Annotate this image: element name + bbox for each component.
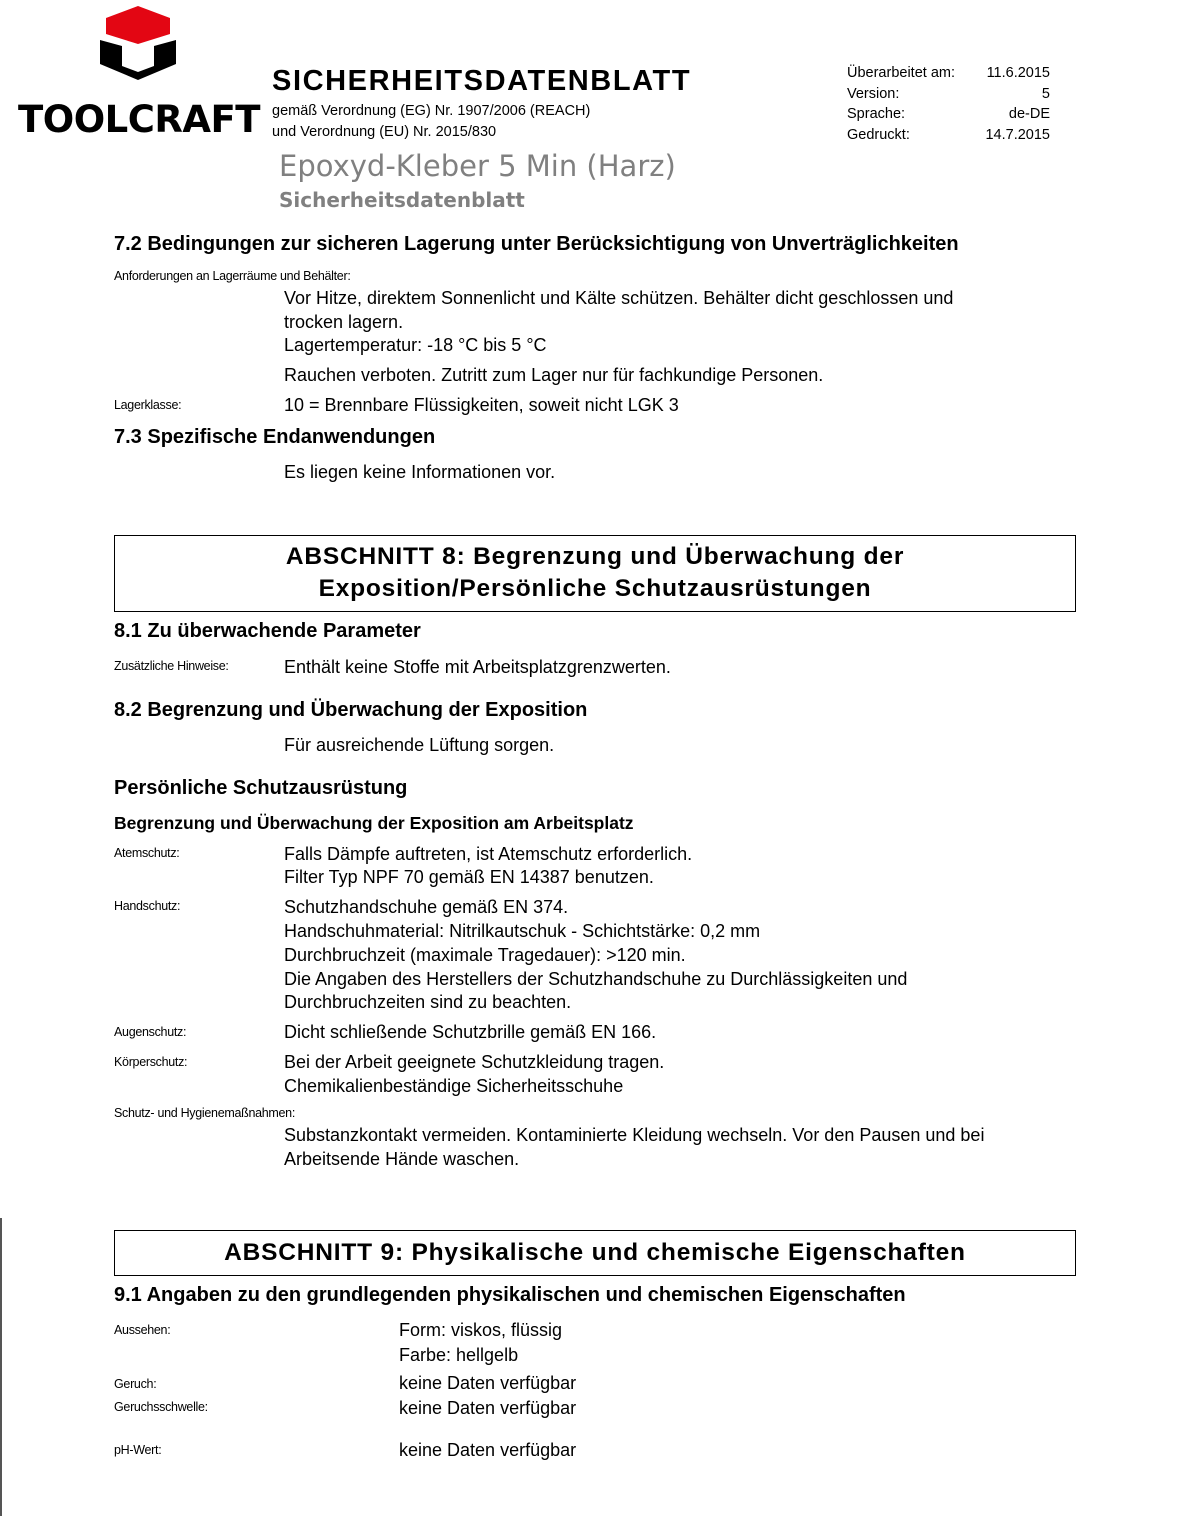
hygiene-line: Arbeitsende Hände waschen. (284, 1149, 520, 1169)
body-line: Bei der Arbeit geeignete Schutzkleidung tragen. (284, 1052, 665, 1072)
label-additional-notes: Zusätzliche Hinweise: (114, 659, 229, 673)
meta-value-revised: 11.6.2015 (986, 65, 1050, 81)
storage-class-value: 10 = Brennbare Flüssigkeiten, soweit nicht LGK 3 (284, 395, 679, 415)
label-odor: Geruch: (114, 1377, 157, 1391)
label-eye: Augenschutz: (114, 1025, 187, 1039)
heading-7-3: 7.3 Spezifische Endanwendungen (114, 426, 436, 448)
storage-line: Lagertemperatur: -18 °C bis 5 °C (284, 335, 547, 355)
toolcraft-logo-icon (100, 6, 176, 80)
meta-value-language: de-DE (1008, 106, 1050, 122)
odor-threshold-value: keine Daten verfügbar (399, 1398, 577, 1418)
additional-notes-text: Enthält keine Stoffe mit Arbeitsplatzgrenzwerten. (284, 657, 671, 677)
section-8-title-line-2: Exposition/Persönliche Schutzausrüstungen (318, 575, 872, 602)
storage-line: trocken lagern. (284, 312, 404, 332)
heading-ppe: Persönliche Schutzausrüstung (114, 777, 408, 799)
body-line: Chemikalienbeständige Sicherheitsschuhe (284, 1076, 624, 1096)
storage-line: Rauchen verboten. Zutritt zum Lager nur für fachkundige Personen. (284, 365, 824, 385)
hand-line: Handschuhmaterial: Nitrilkautschuk - Schichtstärke: 0,2 mm (284, 921, 761, 941)
hand-line: Schutzhandschuhe gemäß EN 374. (284, 897, 569, 917)
meta-label-revised: Überarbeitet am: (847, 65, 955, 81)
hygiene-line: Substanzkontakt vermeiden. Kontaminierte Kleidung wechseln. Vor den Pausen und bei (284, 1125, 985, 1145)
appearance-line: Farbe: hellgelb (399, 1345, 519, 1365)
odor-value: keine Daten verfügbar (399, 1373, 577, 1393)
heading-9-1: 9.1 Angaben zu den grundlegenden physikalischen und chemischen Eigenschaften (114, 1284, 906, 1306)
meta-label-printed: Gedruckt: (847, 127, 910, 143)
document-subtitle: Sicherheitsdatenblatt (279, 188, 525, 212)
eye-text: Dicht schließende Schutzbrille gemäß EN 166. (284, 1022, 657, 1042)
section-9-title: ABSCHNITT 9: Physikalische und chemische Eigenschaften (224, 1239, 966, 1266)
product-name: Epoxyd-Kleber 5 Min (Harz) (279, 149, 676, 183)
label-hygiene: Schutz- und Hygienemaßnahmen: (114, 1106, 295, 1120)
brand-name: TOOLCRAFT (18, 98, 261, 141)
section-8-box (114, 535, 1076, 612)
storage-line: Vor Hitze, direktem Sonnenlicht und Kälte schützen. Behälter dicht geschlossen und (284, 288, 954, 308)
appearance-line: Form: viskos, flüssig (399, 1320, 563, 1340)
meta-label-version: Version: (847, 86, 900, 102)
respiratory-line: Filter Typ NPF 70 gemäß EN 14387 benutzen. (284, 867, 654, 887)
hand-line: Durchbruchzeiten sind zu beachten. (284, 992, 572, 1012)
label-storage-class: Lagerklasse: (114, 398, 182, 412)
label-storage-requirements: Anforderungen an Lagerräume und Behälter: (114, 269, 351, 283)
end-use-text: Es liegen keine Informationen vor. (284, 462, 556, 482)
section-9-box (114, 1230, 1076, 1276)
hand-line: Durchbruchzeit (maximale Tragedauer): >120 min. (284, 945, 686, 965)
heading-8-2: 8.2 Begrenzung und Überwachung der Exposition (114, 699, 588, 721)
regulation-line-1: gemäß Verordnung (EG) Nr. 1907/2006 (REACH) (272, 103, 591, 119)
heading-7-2: 7.2 Bedingungen zur sicheren Lagerung unter Berücksichtigung von Unverträglichkeiten (114, 233, 959, 255)
ventilation-text: Für ausreichende Lüftung sorgen. (284, 735, 555, 755)
meta-label-language: Sprache: (847, 106, 906, 122)
label-appearance: Aussehen: (114, 1323, 171, 1337)
document-title: SICHERHEITSDATENBLATT (272, 65, 692, 97)
label-respiratory: Atemschutz: (114, 846, 180, 860)
label-ph: pH-Wert: (114, 1443, 162, 1457)
meta-value-printed: 14.7.2015 (985, 127, 1050, 143)
meta-value-version: 5 (1041, 86, 1050, 102)
label-hand: Handschutz: (114, 899, 181, 913)
hand-line: Die Angaben des Herstellers der Schutzhandschuhe zu Durchlässigkeiten und (284, 969, 908, 989)
respiratory-line: Falls Dämpfe auftreten, ist Atemschutz erforderlich. (284, 844, 693, 864)
heading-8-1: 8.1 Zu überwachende Parameter (114, 620, 421, 642)
page-edge-line (0, 1218, 2, 1516)
section-8-title-line-1: ABSCHNITT 8: Begrenzung und Überwachung der (285, 543, 905, 570)
label-body: Körperschutz: (114, 1055, 188, 1069)
regulation-line-2: und Verordnung (EU) Nr. 2015/830 (272, 124, 497, 140)
heading-workplace-exposure: Begrenzung und Überwachung der Exposition am Arbeitsplatz (114, 813, 634, 833)
label-odor-threshold: Geruchsschwelle: (114, 1400, 208, 1414)
ph-value: keine Daten verfügbar (399, 1440, 577, 1460)
